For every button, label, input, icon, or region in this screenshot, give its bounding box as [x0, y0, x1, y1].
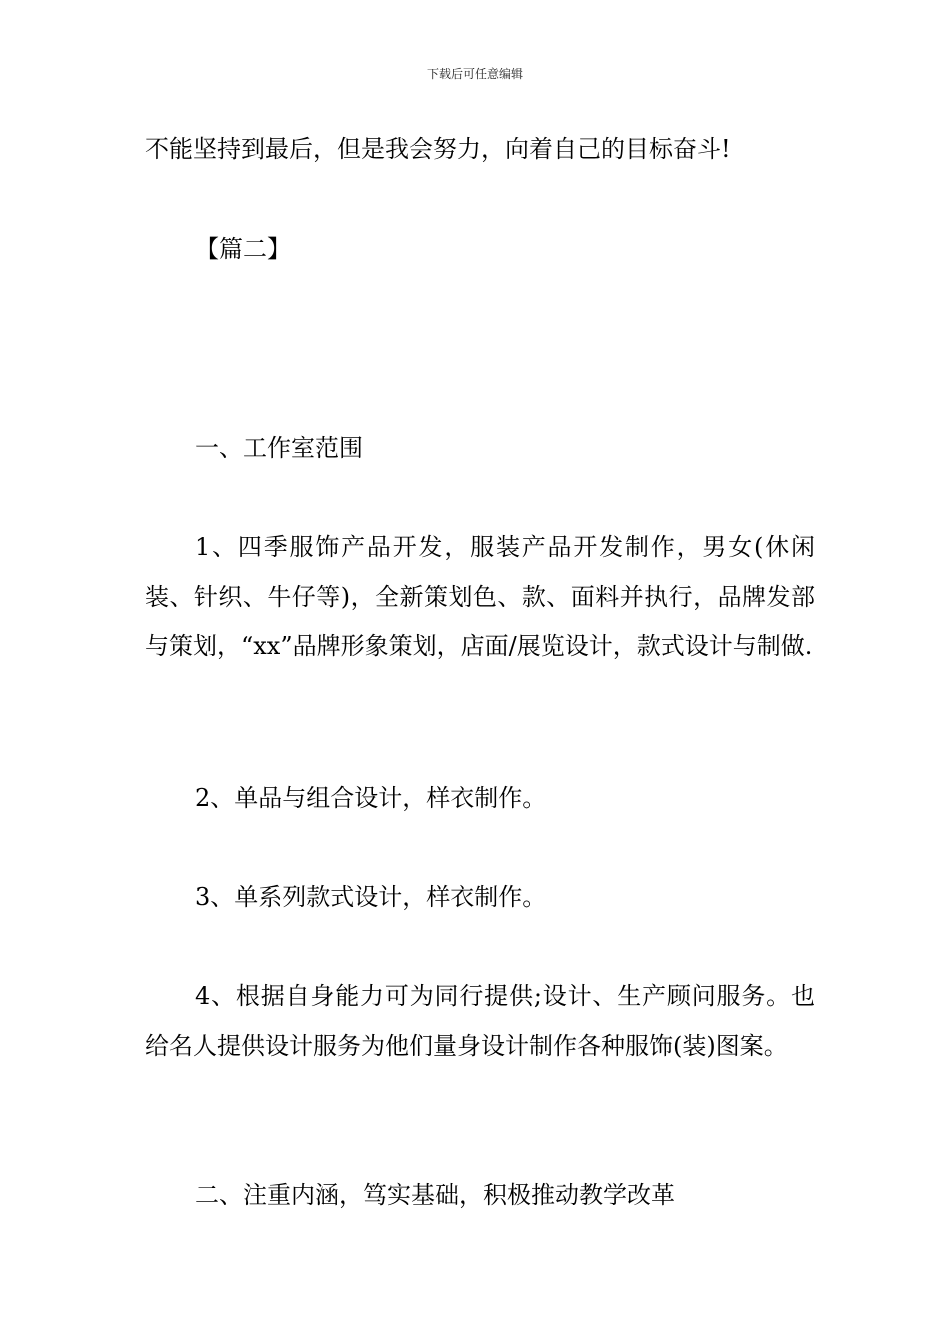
continuation-line: 不能坚持到最后，但是我会努力，向着自己的目标奋斗!: [145, 135, 731, 163]
list-item-2: 2、单品与组合设计，样衣制作。: [195, 784, 547, 812]
section-title: 【篇二】: [195, 235, 291, 263]
list-item-1: 1、四季服饰产品开发，服装产品开发制作，男女(休闲装、针织、牛仔等)，全新策划色、款、面料并执行，品牌发部与策划，“xx”品牌形象策划，店面/展览设计，款式设计与制做.: [145, 533, 815, 660]
heading-teaching-reform: 二、注重内涵，笃实基础，积极推动教学改革: [195, 1181, 675, 1209]
heading-studio-scope: 一、工作室范围: [195, 434, 363, 462]
page-header: 下载后可任意编辑: [426, 67, 523, 81]
list-item-4: 4、根据自身能力可为同行提供;设计、生产顾问服务。也给名人提供设计服务为他们量身设计制作各种服饰(装)图案。: [145, 982, 815, 1060]
list-item-3: 3、单系列款式设计，样衣制作。: [195, 883, 547, 911]
